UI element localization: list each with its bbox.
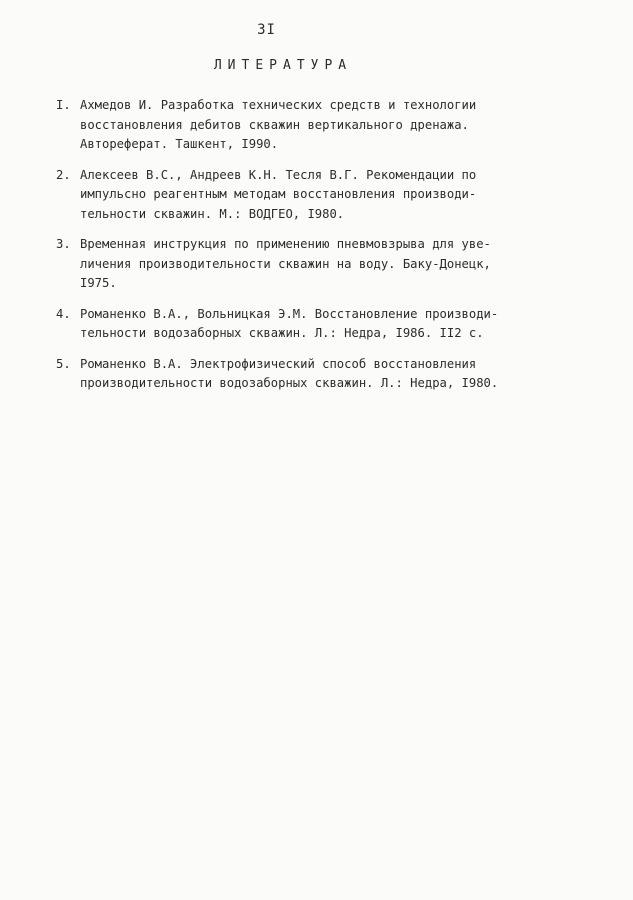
reference-line: личения производительности скважин на воду. Баку-Донецк, (80, 256, 491, 271)
reference-line: Автореферат. Ташкент, I990. (80, 137, 279, 151)
reference-line: восстановления дебитов скважин вертикального дренажа. (80, 117, 469, 132)
page-number: 3I (257, 22, 276, 38)
reference-line: Романенко В.А. Электрофизический способ восстановления (80, 356, 477, 371)
reference-line: тельности скважин. М.: ВОДГЕО, I980. (80, 206, 345, 221)
reference-list (56, 96, 556, 405)
reference-item (56, 305, 556, 344)
reference-line: Алексеев В.С., Андреев К.Н. Тесля В.Г. Рекомендации по (80, 167, 477, 182)
reference-number: 2. (56, 167, 71, 182)
reference-line: Ахмедов И. Разработка технических средств и технологии (80, 98, 477, 112)
reference-line: производительности водозаборных скважин. Л.: Недра, I980. (80, 376, 499, 390)
reference-number: 3. (56, 237, 71, 251)
reference-item (56, 96, 556, 155)
reference-item (56, 235, 556, 294)
reference-number: I. (56, 98, 71, 112)
reference-item (56, 166, 556, 225)
reference-line: I975. (80, 276, 117, 290)
reference-line: Романенко В.А., Вольницкая Э.М. Восстановление производи- (80, 306, 499, 321)
reference-number: 4. (56, 306, 71, 321)
section-title: ЛИТЕРАТУРА (213, 58, 353, 73)
reference-number: 5. (56, 356, 71, 371)
reference-line: Временная инструкция по применению пневмовзрыва для уве- (80, 237, 491, 251)
reference-line: тельности водозаборных скважин. Л.: Недра, I986. II2 с. (80, 326, 484, 340)
reference-item (56, 355, 556, 394)
reference-line: импульсно реагентным методам восстановления производи- (80, 187, 477, 201)
